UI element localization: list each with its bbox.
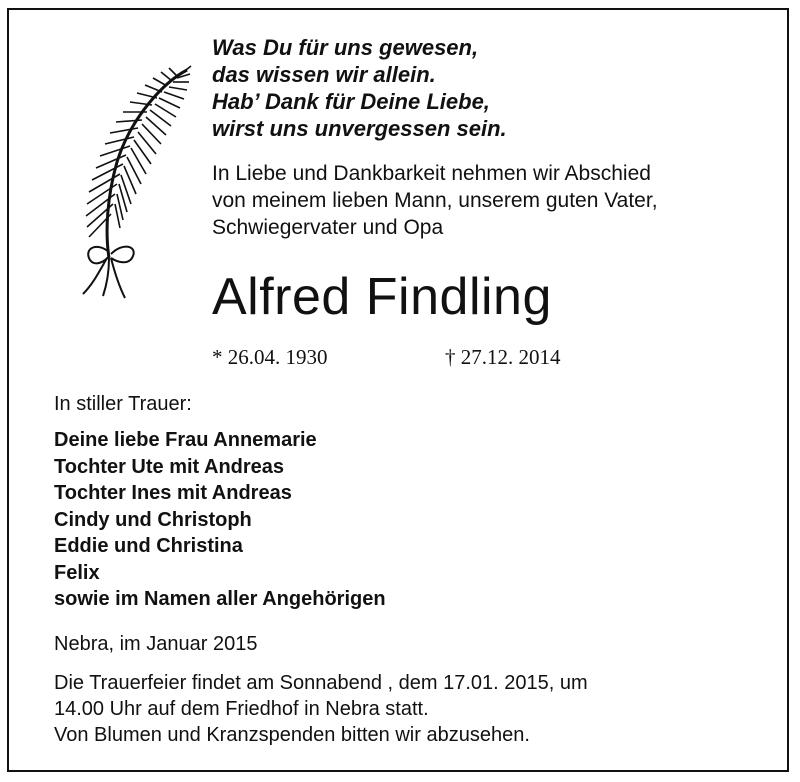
poem-line: Was Du für uns gewesen,: [212, 35, 479, 60]
poem-line: Hab’ Dank für Deine Liebe,: [212, 89, 490, 114]
deceased-name: Alfred Findling: [212, 268, 552, 326]
mourners-list: [54, 427, 386, 613]
mourner: Tochter Ute mit Andreas: [54, 455, 285, 478]
farewell-line: In Liebe und Dankbarkeit nehmen wir Abschied: [212, 162, 651, 185]
mourner: sowie im Namen aller Angehörigen: [54, 588, 386, 610]
mourner: Tochter Ines mit Andreas: [54, 482, 292, 504]
poem-line: wirst uns unvergessen sein.: [212, 116, 507, 141]
mourner: Felix: [54, 561, 100, 584]
mourner: Eddie und Christina: [54, 535, 243, 557]
death-date: † 27.12. 2014: [445, 345, 561, 369]
farewell-text: [212, 160, 658, 241]
obituary-notice: [7, 8, 789, 772]
feather-with-ribbon-icon: [69, 62, 199, 302]
funeral-service-info: [54, 670, 588, 748]
poem: [212, 34, 507, 142]
farewell-line: Schwiegervater und Opa: [212, 216, 444, 239]
service-line: Die Trauerfeier findet am Sonnabend , dem 17.01. 2015, um: [54, 672, 588, 694]
poem-line: das wissen wir allein.: [212, 62, 436, 87]
mourner: Cindy und Christoph: [54, 508, 252, 531]
mourning-label: In stiller Trauer:: [54, 393, 192, 415]
farewell-line: von meinem lieben Mann, unserem guten Vater,: [212, 189, 658, 212]
service-line: Von Blumen und Kranzspenden bitten wir abzusehen.: [54, 724, 530, 746]
place-date: Nebra, im Januar 2015: [54, 633, 258, 655]
service-line: 14.00 Uhr auf dem Friedhof in Nebra statt.: [54, 698, 429, 720]
birth-date: * 26.04. 1930: [212, 345, 328, 369]
mourner: Deine liebe Frau Annemarie: [54, 429, 317, 451]
